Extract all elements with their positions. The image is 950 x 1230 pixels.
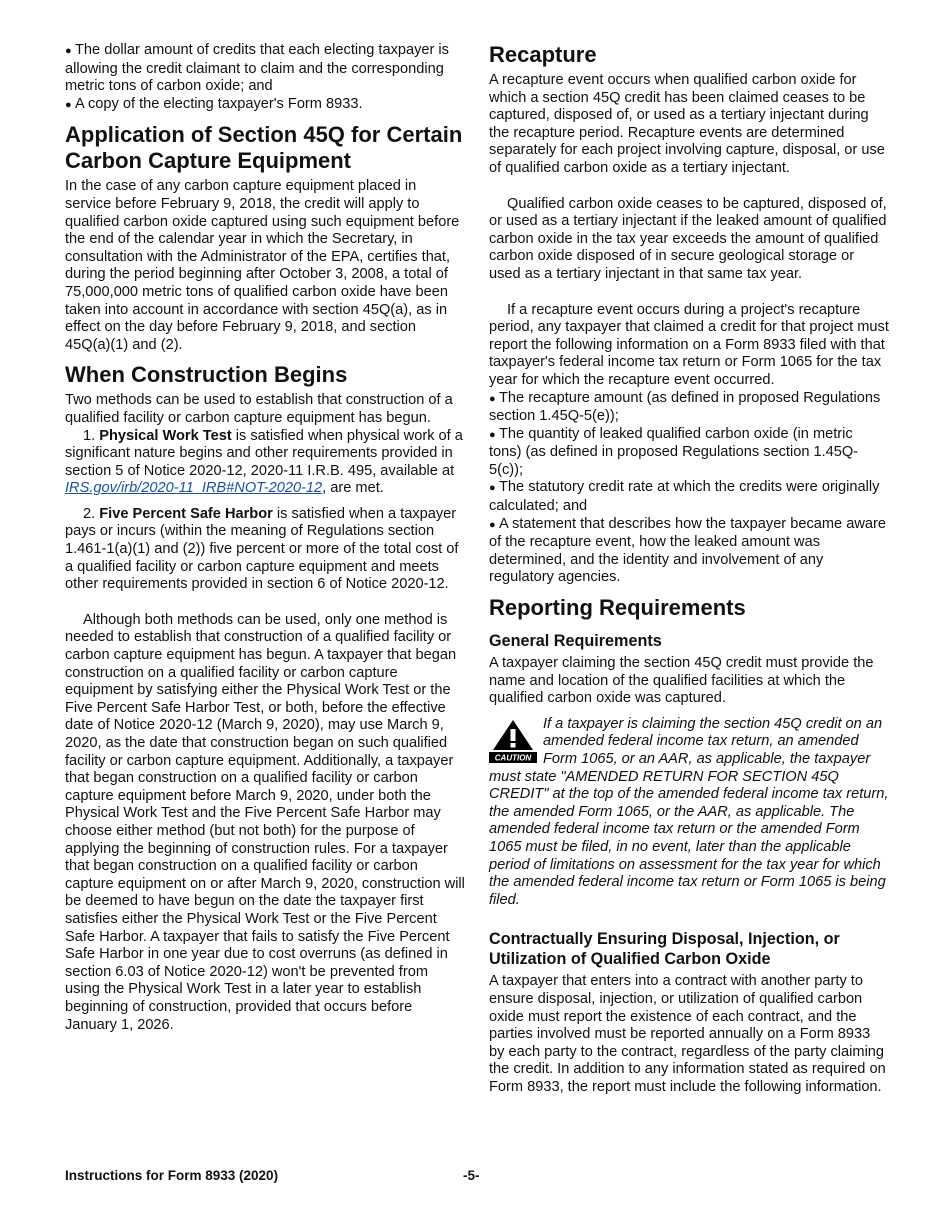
list-item: ● The statutory credit rate at which the credits were originally calculated; and (489, 479, 880, 515)
footer-title: Instructions for Form 8933 (2020) (65, 1168, 279, 1183)
physical-work-test-item: 1. Physical Work Test is satisfied when physical work of a significant nature begins and other requirements provided in section 5 of Notice 2020-12, 2020-11 I.R.B. 495, available at IRS.gov/irb/2020-11_IRB#NOT-2020-12, are met. (65, 427, 463, 497)
caution-label: CAUTION (494, 753, 532, 763)
caution-note (489, 716, 889, 910)
subheading-general-requirements: General Requirements (489, 632, 662, 651)
section-heading-application: Application of Section 45Q for Certain Carbon Capture Equipment (65, 122, 463, 174)
list-item: ● The quantity of leaked qualified carbon oxide (in metric tons) (as defined in proposed Regulations section 1.45Q-5(c)); (489, 425, 859, 478)
recapture-bullet-list (489, 390, 889, 588)
list-item: ● The dollar amount of credits that each electing taxpayer is allowing the credit claimant to claim and the corresponding metric tons of carbon oxide; and (65, 42, 449, 95)
contract-paragraph: A taxpayer that enters into a contract with another party to ensure disposal, injection, or utilization of qualified carbon oxide must report the existence of each contract, and the parties involved must be reported annually on a Form 8933 by each party to the contract, regardless of the party claiming the credit. In addition to any information stated as required on Form 8933, the report must include the following information. (489, 973, 886, 1095)
caution-text: If a taxpayer is claiming the section 45Q credit on an amended federal income tax return, an amended Form 1065, or an AAR, as applicable, the taxpayer must state "AMENDED RETURN FOR SECTION 45Q CREDIT" at the top of the amended federal income tax return, the amended Form 1065, or the AAR, as applicable. The amended federal income tax return or the amended Form 1065 must be filed, in no event, later than the applicable period of limitations on assessment for the tax year for which the amended federal income tax return or Form 1065 is being filed. (489, 715, 889, 908)
section-heading-reporting: Reporting Requirements (489, 595, 746, 621)
irs-notice-link[interactable]: IRS.gov/irb/2020-11_IRB#NOT-2020-12 (65, 480, 323, 497)
construction-body-paragraph: Although both methods can be used, only one method is needed to establish that construction of a qualified facility or carbon capture equipment has begun. A taxpayer that began construction on a qualified facility or carbon capture equipment by satisfying either the Physical Work Test or the Five Percent Safe Harbor Test, or both, before the effective date of Notice 2020-12 (March 9, 2020), may use March 9, 2020, as the date that construction began on such qualified facility or carbon capture equipment. Additionally, a taxpayer that began construction on a qualified facility or carbon capture equipment before March 9, 2020, under both the Physical Work Test and the Five Percent Safe Harbor may choose either method (but not both) for the purpose of applying the beginning of construction rules. For a taxpayer that began construction on a qualified facility or carbon capture equipment on or after March 9, 2020, construction will be deemed to have begun on the date the taxpayer first satisfies either the Physical Work Test or the Five Percent Safe Harbor. A taxpayer that fails to satisfy the Five Percent Safe Harbor in one year due to cost overruns (as defined in section 6.03 of Notice 2020-12) won't be prevented from using the Physical Work Test in a later year to establish beginning of construction, provided that occurs before January 1, 2026. (65, 611, 465, 1033)
left-column (65, 42, 465, 1034)
recapture-paragraph-2: Qualified carbon oxide ceases to be captured, disposed of, or used as a tertiary injectant if the leaked amount of qualified carbon oxide in the tax year exceeds the amount of qualified carbon oxide disposed of in secure geological storage or used as a tertiary injectant in that same tax year. (489, 195, 887, 282)
list-item: ● A copy of the electing taxpayer's Form 8933. (65, 95, 363, 112)
section-heading-recapture: Recapture (489, 42, 597, 67)
section-heading-construction: When Construction Begins (65, 362, 348, 388)
application-paragraph: In the case of any carbon capture equipment placed in service before February 9, 2018, the credit will apply to qualified carbon oxide captured using such equipment before the end of the calendar year in which the Secretary, in consultation with the Administrator of the EPA, certifies that, during the period beginning after October 3, 2008, a total of 75,000,000 metric tons of qualified carbon oxide have been taken into account in accordance with section 45Q(a), as in effect on the day before February 9, 2018, and section 45Q(a)(1) and (2). (65, 178, 460, 353)
caution-icon (489, 718, 537, 764)
list-item: ● The recapture amount (as defined in proposed Regulations section 1.45Q-5(e)); (489, 389, 881, 425)
intro-bullet-list (65, 42, 465, 114)
subheading-contractually-ensuring: Contractually Ensuring Disposal, Injection, or Utilization of Qualified Carbon Oxide (489, 930, 840, 969)
five-percent-safe-harbor-item: 2. Five Percent Safe Harbor is satisfied when a taxpayer pays or incurs (within the meaning of Regulations section 1.461-1(a)(1) and (2)) five percent or more of the total cost of a qualified facility or carbon capture equipment and meets other requirements provided in section 6 of Notice 2020-12. (65, 505, 459, 593)
recapture-paragraph-3: If a recapture event occurs during a project's recapture period, any taxpayer that claimed a credit for that project must report the following information on a Form 8933 filed with that taxpayer's federal income tax return or Form 1065 for the tax year for which the recapture event occurred. (489, 301, 889, 388)
recapture-paragraph-1: A recapture event occurs when qualified carbon oxide for which a section 45Q credit has been claimed ceases to be captured, disposed of, or used as a tertiary injectant during the recapture period. Recapture events are determined separately for each project involving capture, disposal, or use of qualified carbon oxide as a tertiary injectant. (489, 72, 885, 176)
general-requirements-paragraph: A taxpayer claiming the section 45Q credit must provide the name and location of the qualified facilities at which the qualified carbon oxide was captured. (489, 655, 874, 707)
page-number: -5- (463, 1168, 480, 1183)
list-item: ● A statement that describes how the taxpayer became aware of the recapture event, how the leaked amount was determined, and the identity and involvement of any regulatory agencies. (489, 515, 886, 586)
right-column (489, 42, 889, 1097)
construction-intro: Two methods can be used to establish that construction of a qualified facility or carbon capture equipment has begun. (65, 392, 453, 426)
